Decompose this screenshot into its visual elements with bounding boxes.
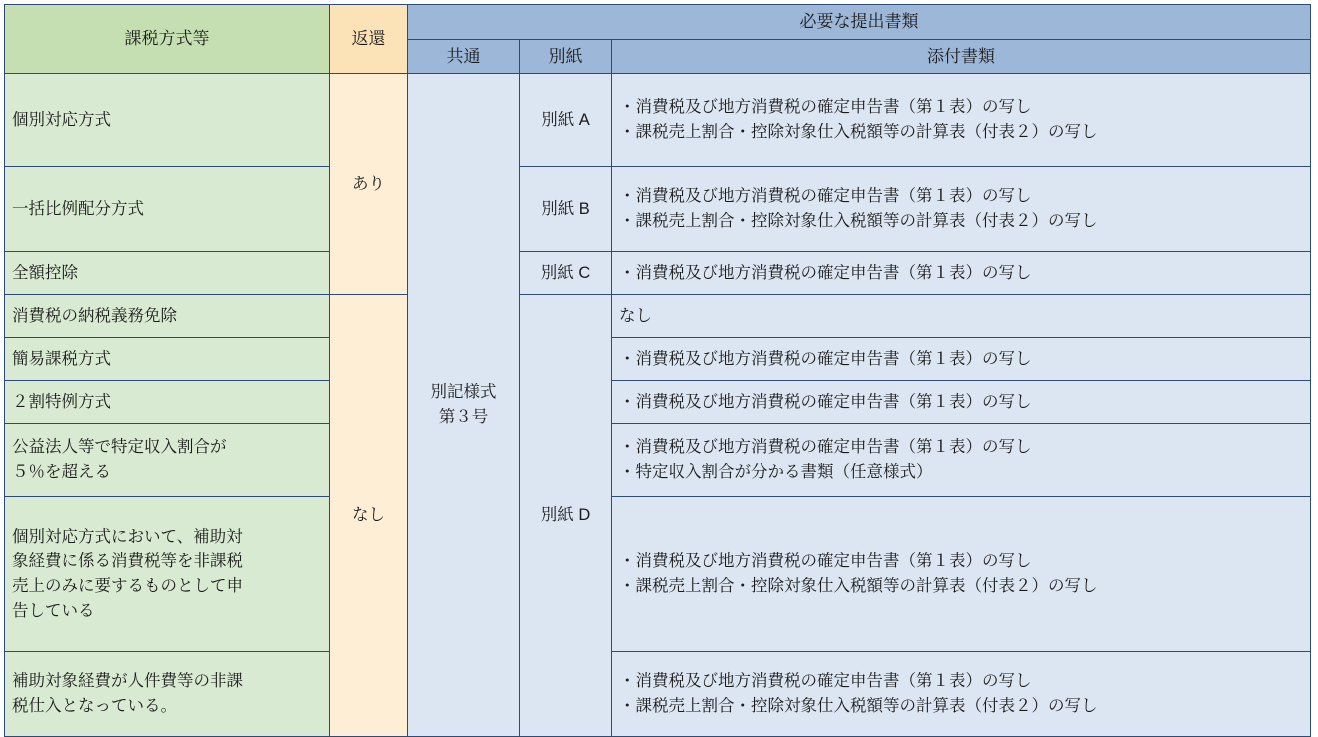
attachment-line: ・課税売上割合・控除対象仕入税額等の計算表（付表２）の写し xyxy=(619,577,1098,595)
table-header-row-1 xyxy=(5,5,1311,40)
attachment-line: ・消費税及び地方消費税の確定申告書（第１表）の写し xyxy=(619,552,1032,571)
tax-method-line: 公益法人等で特定収入割合が xyxy=(12,438,227,457)
attachment-line: ・消費税及び地方消費税の確定申告書（第１表）の写し xyxy=(619,263,1032,282)
required-documents-table xyxy=(4,4,1311,737)
cell-separate-sheet-c: 別紙 C xyxy=(520,252,612,295)
cell-attachments xyxy=(612,497,1311,652)
cell-attachments xyxy=(612,167,1311,252)
table-row xyxy=(5,295,1311,338)
cell-tax-method: 全額控除 xyxy=(5,252,330,295)
cell-attachments xyxy=(612,381,1311,424)
common-form-line-2: 第３号 xyxy=(438,408,489,426)
table-row xyxy=(5,497,1311,652)
attachment-line: ・消費税及び地方消費税の確定申告書（第１表）の写し xyxy=(619,98,1032,117)
header-tax-method: 課税方式等 xyxy=(5,5,330,74)
cell-tax-method: ２割特例方式 xyxy=(5,381,330,424)
cell-tax-method xyxy=(5,424,330,497)
attachment-line: ・消費税及び地方消費税の確定申告書（第１表）の写し xyxy=(619,349,1032,368)
cell-tax-method xyxy=(5,497,330,652)
tax-method-line: 売上のみに要するものとして申 xyxy=(12,577,243,595)
attachment-line: ・消費税及び地方消費税の確定申告書（第１表）の写し xyxy=(619,392,1032,411)
common-form-line-1: 別記様式 xyxy=(430,383,497,402)
attachment-line: ・課税売上割合・控除対象仕入税額等の計算表（付表２）の写し xyxy=(619,212,1098,230)
table-row xyxy=(5,252,1311,295)
cell-separate-sheet-a: 別紙 A xyxy=(520,74,612,167)
table-row xyxy=(5,381,1311,424)
header-common: 共通 xyxy=(408,39,520,74)
tax-method-line: 個別対応方式において、補助対 xyxy=(12,527,243,546)
header-attachments: 添付書類 xyxy=(612,39,1311,74)
table-row xyxy=(5,74,1311,167)
cell-attachments xyxy=(612,652,1311,737)
tax-method-line: 補助対象経費が人件費等の非課 xyxy=(12,672,243,691)
tax-method-line: 象経費に係る消費税等を非課税 xyxy=(12,552,243,571)
cell-attachments xyxy=(612,295,1311,338)
cell-tax-method: 一括比例配分方式 xyxy=(5,167,330,252)
cell-attachments xyxy=(612,252,1311,295)
attachment-line: ・消費税及び地方消費税の確定申告書（第１表）の写し xyxy=(619,438,1032,457)
cell-separate-sheet-b: 別紙 B xyxy=(520,167,612,252)
attachment-line: ・課税売上割合・控除対象仕入税額等の計算表（付表２）の写し xyxy=(619,697,1098,715)
table-row xyxy=(5,167,1311,252)
attachment-line: ・課税売上割合・控除対象仕入税額等の計算表（付表２）の写し xyxy=(619,123,1098,141)
cell-tax-method: 簡易課税方式 xyxy=(5,338,330,381)
header-separate-sheet: 別紙 xyxy=(520,39,612,74)
cell-attachments xyxy=(612,338,1311,381)
cell-tax-method xyxy=(5,652,330,737)
header-return: 返還 xyxy=(330,5,408,74)
cell-attachments xyxy=(612,424,1311,497)
table-row xyxy=(5,652,1311,737)
cell-attachments xyxy=(612,74,1311,167)
tax-method-line: 告している xyxy=(12,601,95,620)
tax-method-line: 税仕入となっている。 xyxy=(12,697,177,715)
cell-return-nashi: なし xyxy=(330,295,408,737)
table-row xyxy=(5,338,1311,381)
cell-common-form xyxy=(408,74,520,737)
tax-method-line: ５％を超える xyxy=(12,463,111,481)
attachment-line: ・消費税及び地方消費税の確定申告書（第１表）の写し xyxy=(619,672,1032,691)
cell-return-ari: あり xyxy=(330,74,408,295)
table-row xyxy=(5,424,1311,497)
attachment-line: ・消費税及び地方消費税の確定申告書（第１表）の写し xyxy=(619,187,1032,206)
attachment-line: なし xyxy=(619,306,652,325)
cell-separate-sheet-d: 別紙 D xyxy=(520,295,612,737)
cell-tax-method: 消費税の納税義務免除 xyxy=(5,295,330,338)
cell-tax-method: 個別対応方式 xyxy=(5,74,330,167)
header-required-documents: 必要な提出書類 xyxy=(408,5,1311,40)
attachment-line: ・特定収入割合が分かる書類（任意様式） xyxy=(619,463,933,481)
